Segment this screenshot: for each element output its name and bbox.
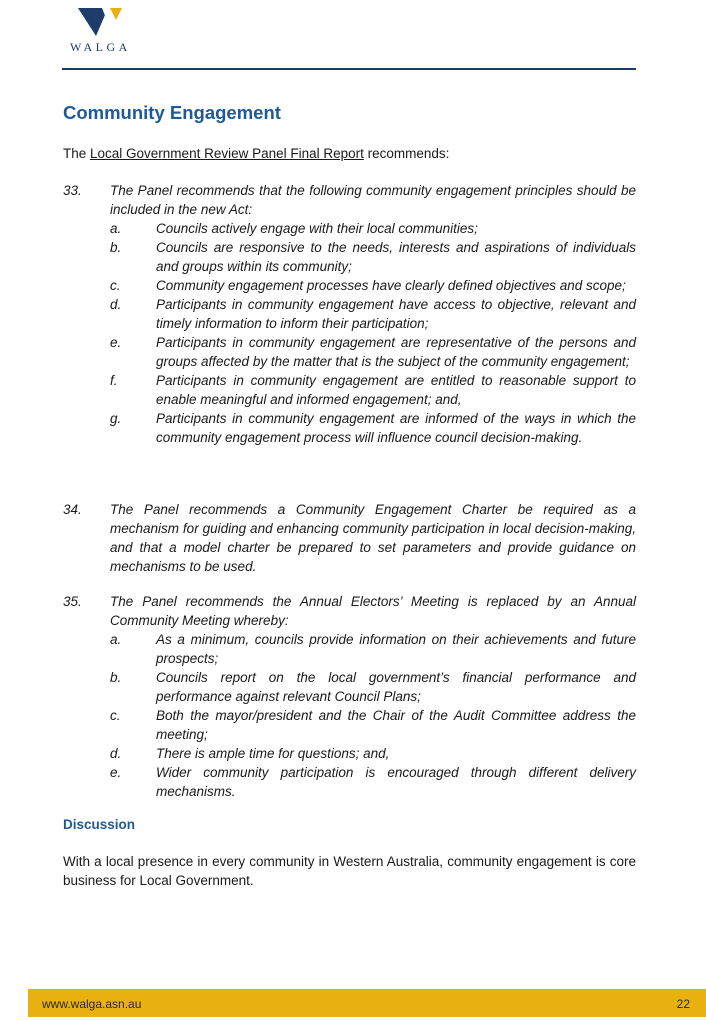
walga-logo-mark-icon [62,6,138,40]
recommendation-35 [63,592,636,801]
list-item-text: Participants in community engagement are representative of the persons and groups affected by the matter that is the subject of the community engagement; [156,335,636,369]
list-item [110,744,636,763]
list-item [110,668,636,706]
discussion-paragraph: With a local presence in every community in Western Australia, community engagement is core business for Local Government. [63,854,636,888]
list-item-letter: d. [110,746,122,761]
intro-suffix: recommends: [363,146,450,161]
intro-prefix: The [63,146,91,161]
list-item [110,409,636,447]
recommendation-33 [63,181,636,447]
intro-paragraph [63,146,449,161]
recommendation-number: 33. [63,183,82,198]
list-item-text: Participants in community engagement are entitled to reasonable support to enable meaningful and informed engagement; and, [156,373,636,407]
list-item-letter: b. [110,670,122,685]
list-item [110,706,636,744]
list-item [110,371,636,409]
list-item-letter: a. [110,632,122,647]
list-item [110,333,636,371]
list-item-letter: e. [110,765,122,780]
recommendation-text: The Panel recommends the Annual Electors’ Meeting is replaced by an Annual Community Meeting whereby: [110,594,636,628]
list-item-letter: a. [110,221,122,236]
list-item-text: Both the mayor/president and the Chair of the Audit Committee address the meeting; [156,708,636,742]
list-item [110,276,636,295]
recommendation-number: 35. [63,594,82,609]
list-item-letter: c. [110,278,121,293]
recommendation-number: 34. [63,502,82,517]
header-rule [62,68,636,70]
page-number: 22 [676,997,690,1011]
list-item [110,219,636,238]
recommendation-text: The Panel recommends that the following community engagement principles should be included in the new Act: [110,183,636,217]
list-item-letter: e. [110,335,122,350]
page-title: Community Engagement [63,102,281,123]
recommendation-34 [63,500,636,576]
list-item-text: Participants in community engagement have access to objective, relevant and timely information to inform their participation; [156,297,636,331]
recommendation-text: The Panel recommends a Community Engagement Charter be required as a mechanism for guiding and enhancing community participation in local decision-making, and that a model charter be prepared to set parameters and provide guidance on mechanisms to be used. [110,502,636,574]
list-item-text: Community engagement processes have clearly defined objectives and scope; [156,278,626,293]
footer-url[interactable]: www.walga.asn.au [42,997,142,1011]
list-item-text: Councils actively engage with their local communities; [156,221,478,236]
list-item [110,238,636,276]
list-item-letter: d. [110,297,122,312]
list-item-letter: c. [110,708,121,723]
discussion-heading: Discussion [63,817,136,832]
list-item-text: There is ample time for questions; and, [156,746,390,761]
footer-bar [28,989,706,1017]
logo-text: WALGA [70,40,131,54]
report-link[interactable]: Local Government Review Panel Final Report [90,146,364,161]
list-item-letter: b. [110,240,122,255]
list-item-text: Participants in community engagement are informed of the ways in which the community engagement process will influence council decision-making. [156,411,636,445]
list-item [110,630,636,668]
list-item-text: Councils report on the local government’s financial performance and performance against relevant Council Plans; [156,670,636,704]
list-item [110,763,636,801]
list-item-text: As a minimum, councils provide information on their achievements and future prospects; [156,632,636,666]
list-item-letter: g. [110,411,122,426]
list-item-text: Wider community participation is encouraged through different delivery mechanisms. [156,765,636,799]
list-item-text: Councils are responsive to the needs, interests and aspirations of individuals and groups within its community; [156,240,636,274]
list-item [110,295,636,333]
list-item-letter: f. [110,373,118,388]
